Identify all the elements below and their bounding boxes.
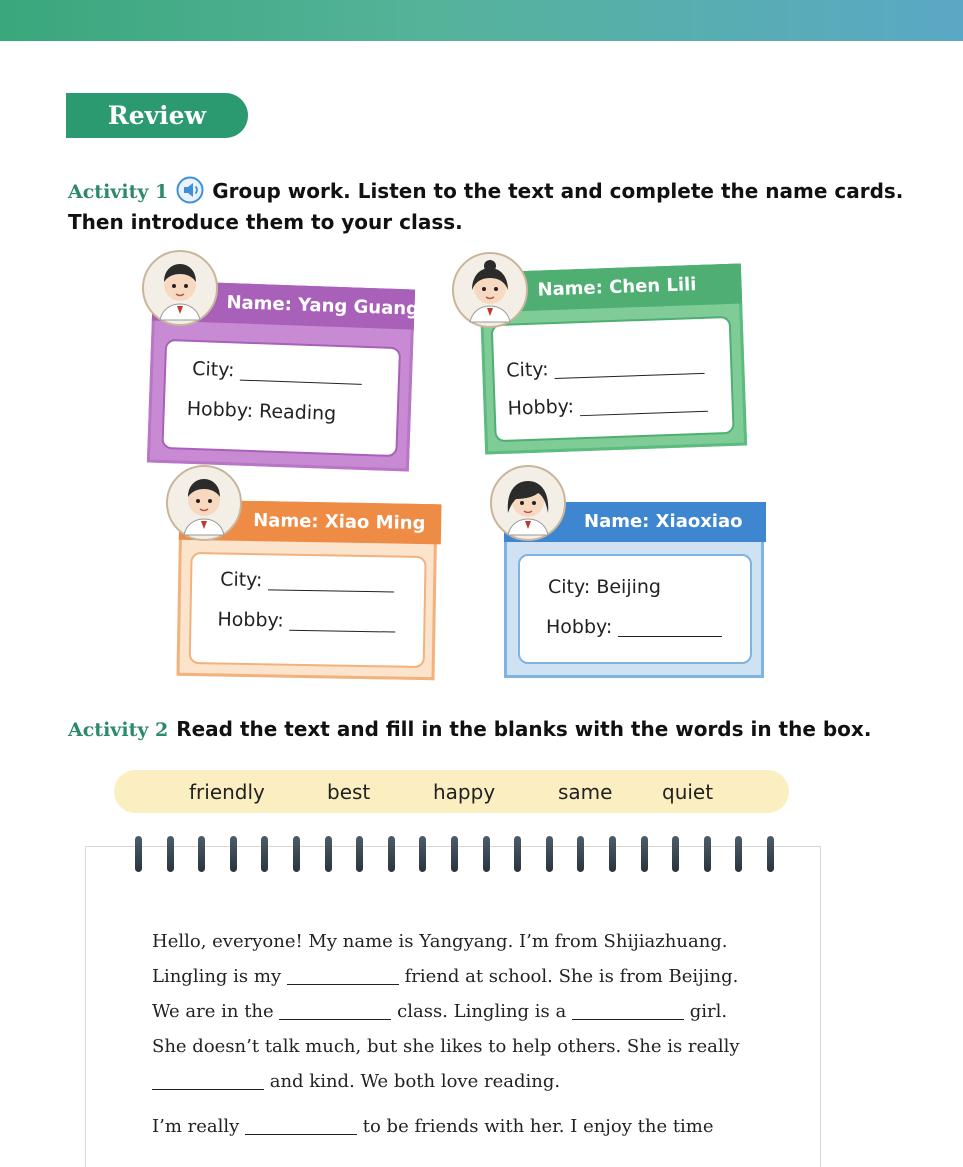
- hobby-value: Reading: [258, 400, 337, 425]
- activity1-instruction-line2: Then introduce them to your class.: [68, 210, 463, 234]
- notebook-ring: [388, 836, 395, 872]
- word-option[interactable]: quiet: [662, 780, 714, 804]
- activity1-instruction-line1: Group work. Listen to the text and complete the name cards.: [212, 179, 904, 203]
- city-field: City: Beijing: [548, 576, 661, 598]
- notebook-ring: [514, 836, 521, 872]
- notebook-ring: [735, 836, 742, 872]
- notebook-ring: [293, 836, 300, 872]
- notebook-ring: [641, 836, 648, 872]
- notebook-ring: [325, 836, 332, 872]
- notebook-ring: [767, 836, 774, 872]
- city-value: Beijing: [596, 576, 661, 598]
- activity1-heading: [68, 176, 903, 204]
- activity1-label: Activity 1: [68, 181, 169, 203]
- notebook-ring: [135, 836, 142, 872]
- notebook-ring: [483, 836, 490, 872]
- hobby-field[interactable]: Hobby:: [507, 391, 708, 420]
- notebook-ring: [419, 836, 426, 872]
- notebook-ring: [261, 836, 268, 872]
- text-line-5: and kind. We both love reading.: [152, 1071, 560, 1092]
- word-option[interactable]: best: [327, 780, 371, 804]
- card-name-band: Name: Yang Guang: [152, 280, 415, 329]
- fill-blank-4[interactable]: [152, 1088, 264, 1090]
- speaker-icon[interactable]: [176, 176, 204, 204]
- avatar-xiao-ming: [166, 465, 242, 541]
- word-box: [114, 770, 789, 813]
- fill-blank-2[interactable]: [279, 1018, 391, 1020]
- notebook-ring: [546, 836, 553, 872]
- section-title: Review: [66, 93, 248, 138]
- avatar-yang-guang: [142, 250, 218, 326]
- fill-blank-1[interactable]: [287, 983, 399, 985]
- activity2-label: Activity 2: [68, 719, 169, 741]
- card-name-band: Name: Xiao Ming: [179, 500, 442, 545]
- text-line-6: I’m really to be friends with her. I enjoy the time: [152, 1116, 714, 1137]
- city-field[interactable]: City:: [506, 353, 705, 382]
- hobby-blank[interactable]: [290, 629, 396, 633]
- activity2-instruction: Read the text and fill in the blanks with the words in the box.: [176, 717, 872, 741]
- text-line-4: She doesn’t talk much, but she likes to help others. She is really: [152, 1036, 740, 1057]
- hobby-field[interactable]: Hobby:: [546, 616, 722, 638]
- card-name-band: Name: Chen Lili: [479, 263, 742, 312]
- notebook-ring: [577, 836, 584, 872]
- activity2-heading: [68, 717, 871, 741]
- notebook-ring: [672, 836, 679, 872]
- notebook-ring: [609, 836, 616, 872]
- fill-blank-5[interactable]: [245, 1133, 357, 1135]
- text-line-1: Hello, everyone! My name is Yangyang. I’m from Shijiazhuang.: [152, 931, 728, 952]
- notebook-ring: [704, 836, 711, 872]
- card-body: [518, 554, 752, 664]
- word-option[interactable]: happy: [433, 780, 496, 804]
- text-line-2: Lingling is my friend at school. She is from Beijing.: [152, 966, 739, 987]
- notebook-ring: [230, 836, 237, 872]
- card-name-band: Name: Xiaoxiao: [504, 502, 766, 542]
- word-option[interactable]: friendly: [189, 780, 265, 804]
- avatar-xiaoxiao: [490, 465, 566, 541]
- notebook-ring: [451, 836, 458, 872]
- hobby-field: Hobby: Reading: [186, 397, 337, 425]
- header-band: [0, 0, 963, 41]
- city-field[interactable]: City:: [192, 358, 363, 386]
- notebook-ring: [167, 836, 174, 872]
- notebook-ring: [356, 836, 363, 872]
- avatar-chen-lili: [452, 252, 528, 328]
- hobby-blank[interactable]: [618, 635, 722, 637]
- hobby-field[interactable]: Hobby:: [217, 608, 396, 633]
- word-option[interactable]: same: [558, 780, 613, 804]
- city-field[interactable]: City:: [220, 568, 395, 593]
- text-line-3: We are in the class. Lingling is a girl.: [152, 1001, 728, 1022]
- notebook-ring: [198, 836, 205, 872]
- fill-blank-3[interactable]: [572, 1018, 684, 1020]
